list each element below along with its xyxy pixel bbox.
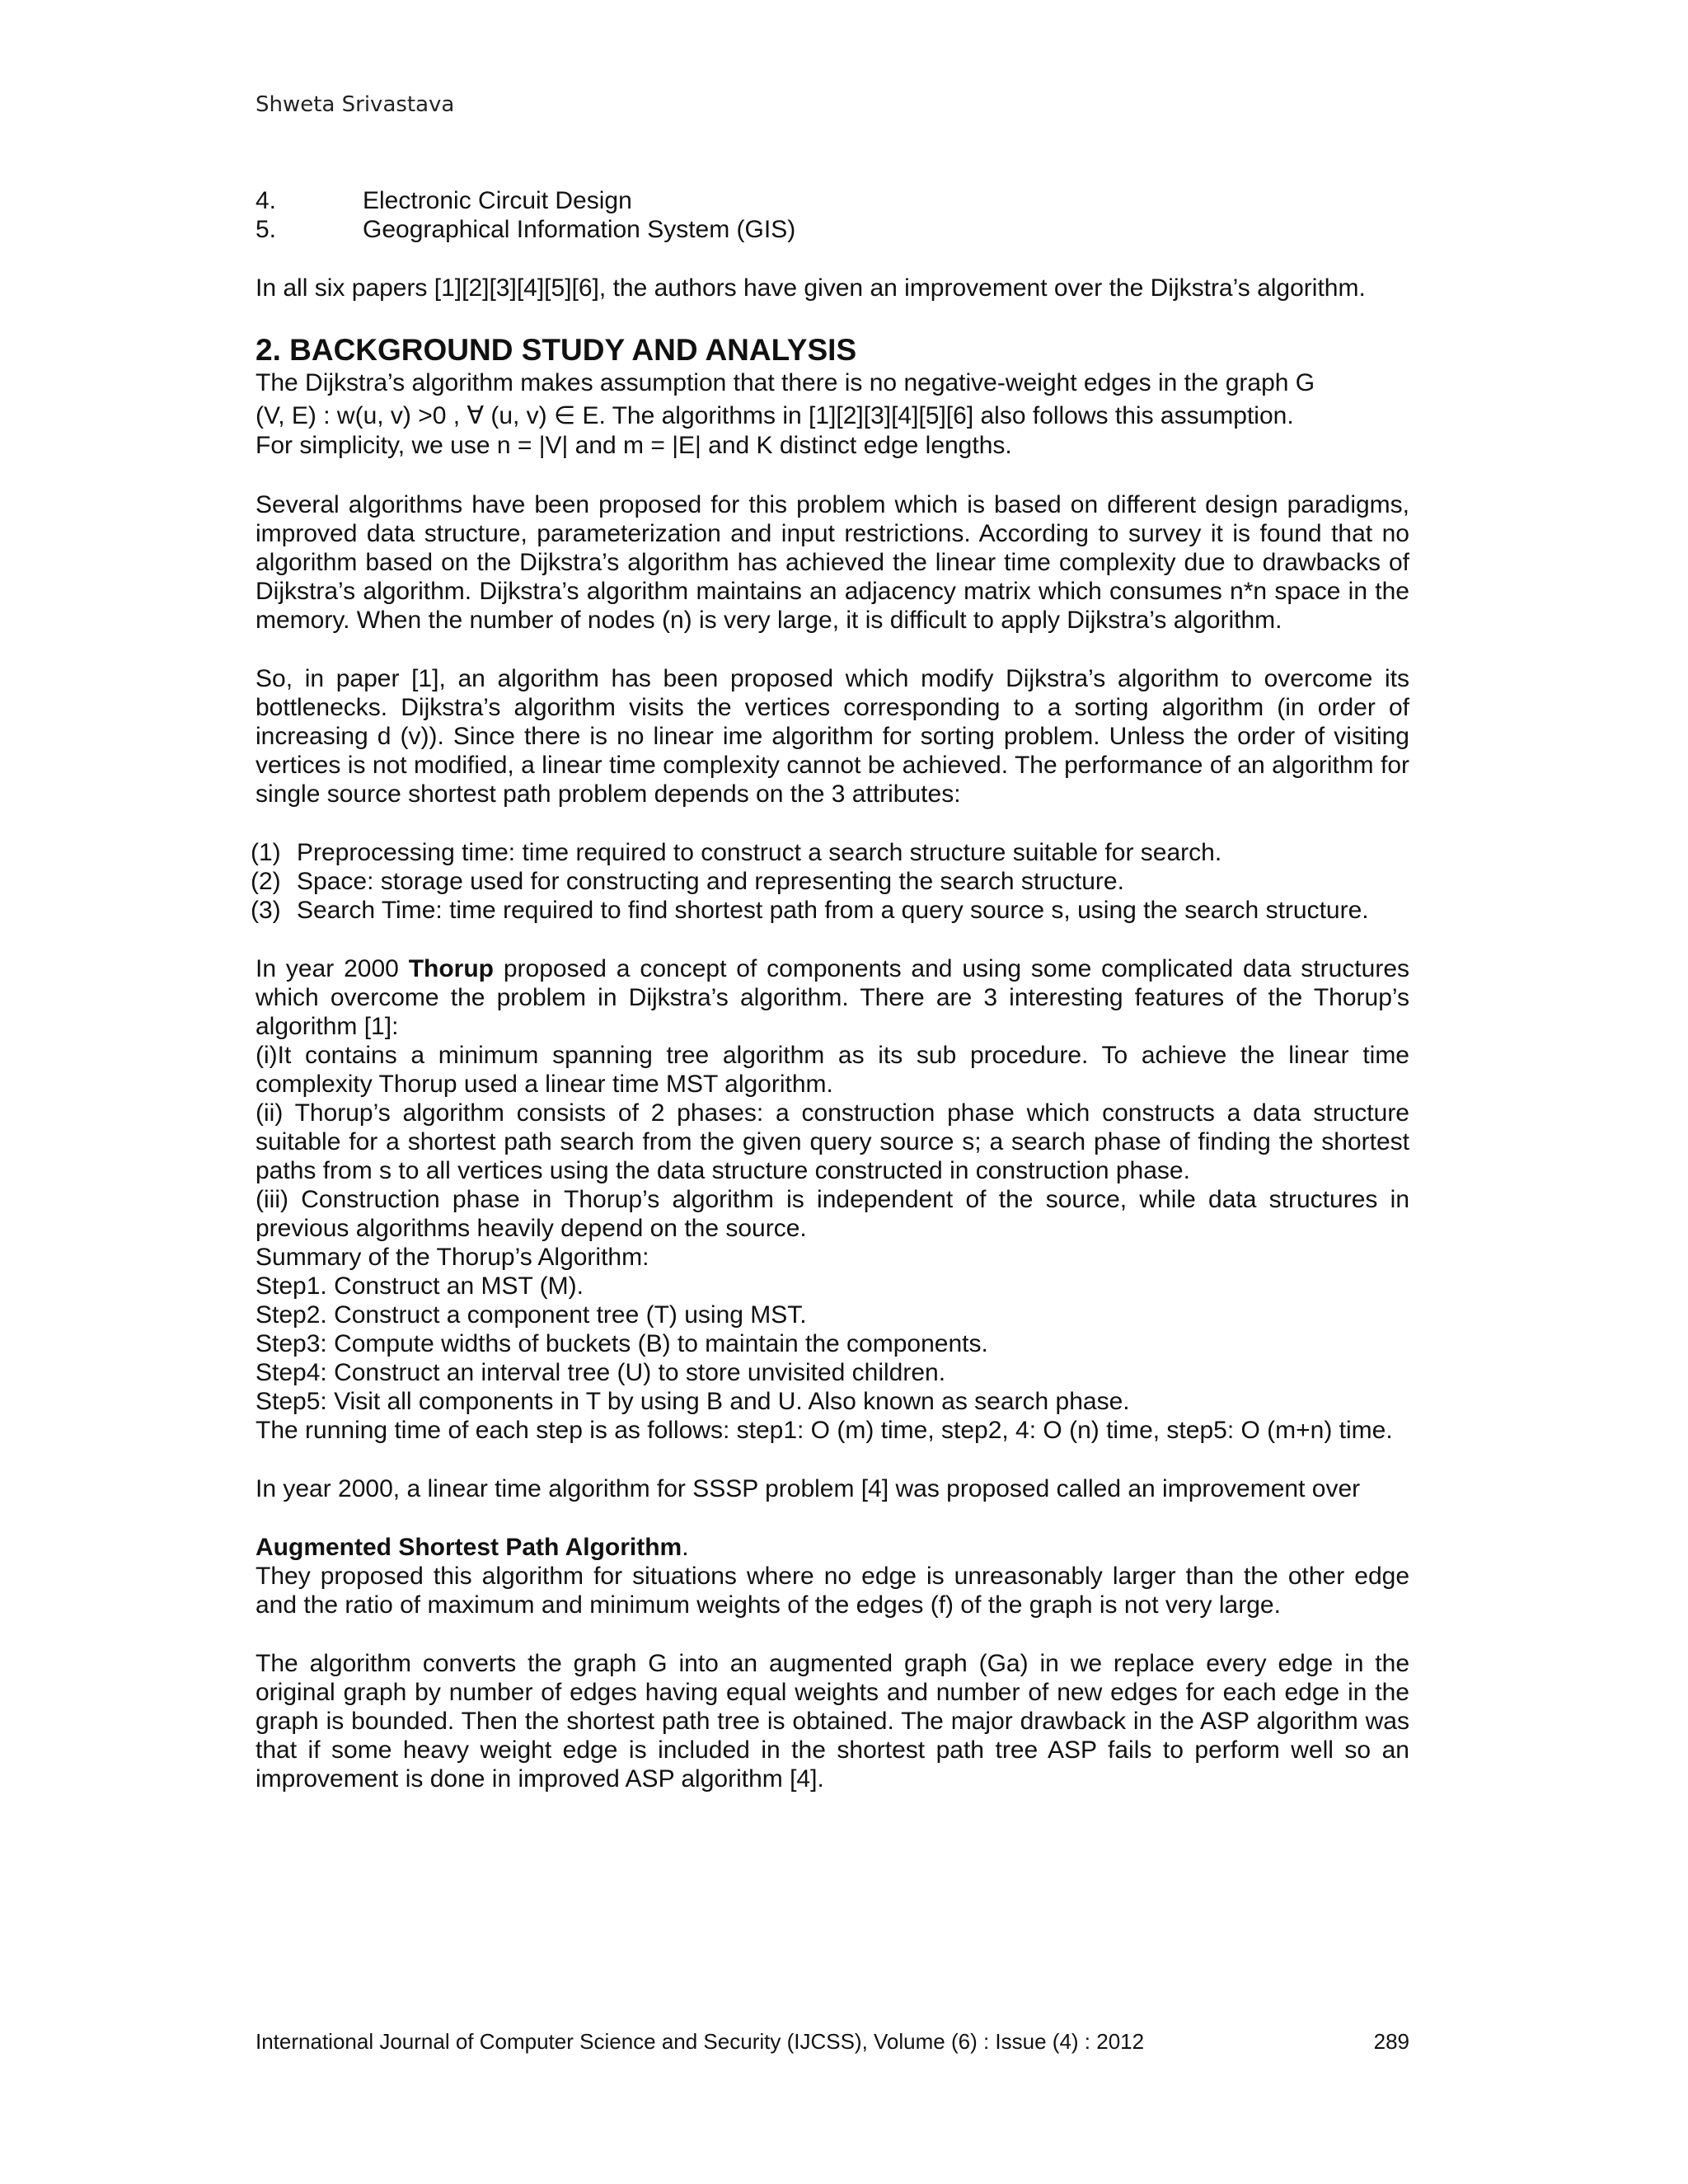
list-item-text: Space: storage used for constructing and representing the search structure. xyxy=(297,868,1124,895)
list-item xyxy=(251,896,1409,925)
paragraph-asp: They proposed this algorithm for situations where no edge is unreasonably larger than the other edge and the ratio of maximum and minimum weights of the edges (f) of the graph is not very large. xyxy=(256,1563,1409,1619)
list-item-text: Search Time: time required to find shortest path from a query source s, using the search structure. xyxy=(297,897,1369,924)
paragraph-paper-1: So, in paper [1], an algorithm has been proposed which modify Dijkstra’s algorithm to overcome its bottlenecks. Dijkstra’s algorithm visits the vertices corresponding to a sorting algorithm (in order of increasing d (v)). Since there is no linear ime algorithm for sorting problem. Unless the order of visiting vertices is not modified, a linear time complexity cannot be achieved. The performance of an algorithm for single source shortest path problem depends on the 3 attributes: xyxy=(256,665,1409,808)
thorup-step-2: Step2. Construct a component tree (T) using MST. xyxy=(256,1301,807,1329)
attribute-list xyxy=(251,838,1409,925)
list-item-number: 4. xyxy=(256,187,277,214)
list-item-text: Electronic Circuit Design xyxy=(363,187,632,214)
asp-heading-period: . xyxy=(682,1534,689,1561)
thorup-step-3: Step3: Compute widths of buckets (B) to maintain the components. xyxy=(256,1330,988,1357)
list-item-text: Geographical Information System (GIS) xyxy=(363,216,796,243)
list-item xyxy=(251,838,1409,867)
thorup-body: proposed a concept of components and using some complicated data structures which overcome the problem in Dijkstra’s algorithm. There are 3 interesting features of the Thorup’s algorithm [1]: xyxy=(256,955,1410,1040)
section-heading: 2. BACKGROUND STUDY AND ANALYSIS xyxy=(256,333,857,367)
thorup-lead: In year 2000 xyxy=(256,955,409,982)
application-list xyxy=(256,186,1409,244)
paragraph-several-algorithms: Several algorithms have been proposed for this problem which is based on different design paradigms, improved data structure, parameterization and input restrictions. According to survey it is found that no algorithm based on the Dijkstra’s algorithm has achieved the linear time complexity due to drawbacks of Dijkstra’s algorithm. Dijkstra’s algorithm maintains an adjacency matrix which consumes n*n space in the memory. When the number of nodes (n) is very large, it is difficult to apply Dijkstra’s algorithm. xyxy=(256,491,1409,634)
thorup-step-4: Step4: Construct an interval tree (U) to store unvisited children. xyxy=(256,1359,946,1386)
asp-heading-text: Augmented Shortest Path Algorithm xyxy=(256,1534,682,1561)
thorup-feature-1: (i)It contains a minimum spanning tree algorithm as its sub procedure. To achieve the linear time complexity Thorup used a linear time MST algorithm. xyxy=(256,1042,1409,1098)
assumption-line-2: (V, E) : w(u, v) >0 , ∀ (u, v) ∈ E. The algorithms in [1][2][3][4][5][6] also follows this assumption. xyxy=(256,402,1294,429)
page-footer xyxy=(256,2029,1409,2055)
thorup-feature-3: (iii) Construction phase in Thorup’s algorithm is independent of the source, while data structures in previous algorithms heavily depend on the source. xyxy=(256,1186,1409,1242)
paragraph-assumption xyxy=(256,368,1409,461)
thorup-summary-title: Summary of the Thorup’s Algorithm: xyxy=(256,1244,649,1271)
list-item xyxy=(251,867,1409,896)
thorup-step-1: Step1. Construct an MST (M). xyxy=(256,1272,584,1300)
thorup-feature-2: (ii) Thorup’s algorithm consists of 2 phases: a construction phase which constructs a data structure suitable for a shortest path search from the given query source s; a search phase of finding the shortest paths from s to all vertices using the data structure constructed in construction phase. xyxy=(256,1099,1409,1184)
asp-heading xyxy=(256,1533,1409,1562)
list-item xyxy=(256,215,1409,244)
assumption-line-1: The Dijkstra’s algorithm makes assumption that there is no negative-weight edges in the graph G xyxy=(256,369,1315,396)
paragraph-thorup xyxy=(256,954,1409,1041)
thorup-name: Thorup xyxy=(408,955,494,982)
list-item-number: (3) xyxy=(251,897,281,924)
list-item-number: (1) xyxy=(251,839,281,866)
running-head-author: Shweta Srivastava xyxy=(256,92,455,117)
footer-page-number: 289 xyxy=(1373,2029,1409,2054)
thorup-step-5: Step5: Visit all components in T by using B and U. Also known as search phase. xyxy=(256,1388,1130,1415)
list-item-number: 5. xyxy=(256,216,277,243)
list-item-text: Preprocessing time: time required to construct a search structure suitable for search. xyxy=(297,839,1222,866)
assumption-line-3: For simplicity, we use n = |V| and m = |E| and K distinct edge lengths. xyxy=(256,432,1012,459)
thorup-running-time: The running time of each step is as follows: step1: O (m) time, step2, 4: O (n) time, step5: O (m+n) time. xyxy=(256,1417,1393,1444)
list-item-number: (2) xyxy=(251,868,281,895)
list-item xyxy=(256,186,1409,215)
paragraph-augmented-graph: The algorithm converts the graph G into an augmented graph (Ga) in we replace every edge in the original graph by number of edges having equal weights and number of new edges for each edge in the graph is bounded. Then the shortest path tree is obtained. The major drawback in the ASP algorithm was that if some heavy weight edge is included in the shortest path tree ASP fails to perform well so an improvement is done in improved ASP algorithm [4]. xyxy=(256,1650,1409,1793)
footer-journal: International Journal of Computer Science and Security (IJCSS), Volume (6) : Issue (4) : 2012 xyxy=(256,2029,1145,2054)
paragraph-year-2000: In year 2000, a linear time algorithm for SSSP problem [4] was proposed called an improvement over xyxy=(256,1475,1361,1502)
main-content xyxy=(251,186,1410,1793)
paragraph-intro: In all six papers [1][2][3][4][5][6], the authors have given an improvement over the Dijkstra’s algorithm. xyxy=(256,274,1366,302)
